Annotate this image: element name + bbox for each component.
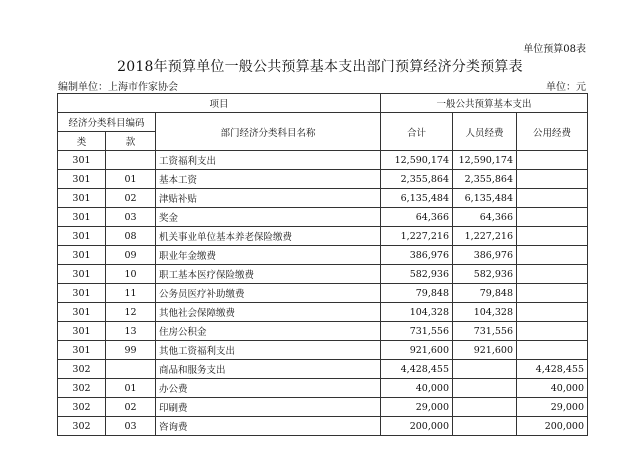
cell-public: 29,000 [517, 398, 588, 417]
cell-name: 印刷费 [156, 398, 381, 417]
cell-personnel: 79,848 [453, 284, 517, 303]
table-row [58, 379, 588, 398]
cell-name: 办公费 [156, 379, 381, 398]
cell-public [517, 151, 588, 170]
cell-class: 301 [58, 246, 106, 265]
cell-name: 基本工资 [156, 170, 381, 189]
cell-section: 99 [106, 341, 156, 360]
cell-personnel [453, 398, 517, 417]
header-general-budget: 一般公共预算基本支出 [381, 94, 588, 113]
cell-total: 6,135,484 [381, 189, 453, 208]
cell-section: 09 [106, 246, 156, 265]
cell-name: 机关事业单位基本养老保险缴费 [156, 227, 381, 246]
cell-class: 301 [58, 265, 106, 284]
cell-public [517, 341, 588, 360]
header-section: 款 [106, 132, 156, 151]
cell-personnel: 64,366 [453, 208, 517, 227]
cell-personnel [453, 379, 517, 398]
cell-name: 其他社会保障缴费 [156, 303, 381, 322]
cell-class: 302 [58, 398, 106, 417]
cell-public [517, 170, 588, 189]
cell-public [517, 246, 588, 265]
form-number: 单位预算08表 [523, 44, 586, 55]
cell-personnel: 2,355,864 [453, 170, 517, 189]
cell-public [517, 303, 588, 322]
cell-personnel [453, 417, 517, 436]
table-row [58, 322, 588, 341]
cell-public: 200,000 [517, 417, 588, 436]
header-personnel: 人员经费 [453, 113, 517, 151]
cell-total: 582,936 [381, 265, 453, 284]
table-row [58, 341, 588, 360]
header-public: 公用经费 [517, 113, 588, 151]
cell-name: 咨询费 [156, 417, 381, 436]
header-econ-name: 部门经济分类科目名称 [156, 113, 381, 151]
cell-personnel: 386,976 [453, 246, 517, 265]
table-row [58, 398, 588, 417]
cell-section: 10 [106, 265, 156, 284]
cell-class: 301 [58, 303, 106, 322]
cell-name: 职工基本医疗保险缴费 [156, 265, 381, 284]
cell-personnel: 731,556 [453, 322, 517, 341]
cell-section: 02 [106, 398, 156, 417]
cell-class: 301 [58, 227, 106, 246]
cell-total: 731,556 [381, 322, 453, 341]
table-row [58, 170, 588, 189]
cell-personnel: 582,936 [453, 265, 517, 284]
cell-section [106, 151, 156, 170]
cell-name: 商品和服务支出 [156, 360, 381, 379]
table-row [58, 227, 588, 246]
table-row [58, 151, 588, 170]
cell-section: 02 [106, 189, 156, 208]
cell-class: 301 [58, 341, 106, 360]
table-row [58, 360, 588, 379]
cell-public [517, 208, 588, 227]
cell-class: 302 [58, 379, 106, 398]
cell-name: 工资福利支出 [156, 151, 381, 170]
header-item: 项目 [58, 94, 381, 113]
cell-total: 386,976 [381, 246, 453, 265]
cell-public [517, 265, 588, 284]
header-class: 类 [58, 132, 106, 151]
cell-class: 302 [58, 417, 106, 436]
cell-name: 职业年金缴费 [156, 246, 381, 265]
cell-class: 301 [58, 170, 106, 189]
currency-unit: 单位：元 [546, 82, 586, 93]
cell-public: 40,000 [517, 379, 588, 398]
cell-public: 4,428,455 [517, 360, 588, 379]
cell-personnel: 12,590,174 [453, 151, 517, 170]
cell-section: 03 [106, 417, 156, 436]
cell-name: 其他工资福利支出 [156, 341, 381, 360]
cell-total: 200,000 [381, 417, 453, 436]
cell-total: 40,000 [381, 379, 453, 398]
cell-total: 921,600 [381, 341, 453, 360]
cell-section: 01 [106, 170, 156, 189]
cell-name: 奖金 [156, 208, 381, 227]
cell-total: 12,590,174 [381, 151, 453, 170]
table-row [58, 265, 588, 284]
compiling-unit: 编制单位：上海市作家协会 [58, 82, 178, 93]
cell-class: 302 [58, 360, 106, 379]
cell-total: 2,355,864 [381, 170, 453, 189]
cell-class: 301 [58, 151, 106, 170]
cell-class: 301 [58, 189, 106, 208]
cell-public [517, 227, 588, 246]
cell-total: 79,848 [381, 284, 453, 303]
cell-personnel: 1,227,216 [453, 227, 517, 246]
cell-total: 29,000 [381, 398, 453, 417]
cell-total: 1,227,216 [381, 227, 453, 246]
cell-public [517, 322, 588, 341]
cell-section: 11 [106, 284, 156, 303]
cell-section: 08 [106, 227, 156, 246]
cell-total: 104,328 [381, 303, 453, 322]
table-row [58, 284, 588, 303]
cell-personnel: 104,328 [453, 303, 517, 322]
cell-total: 4,428,455 [381, 360, 453, 379]
cell-section [106, 360, 156, 379]
header-total: 合计 [381, 113, 453, 151]
table-row [58, 417, 588, 436]
cell-class: 301 [58, 284, 106, 303]
table-row [58, 189, 588, 208]
cell-personnel [453, 360, 517, 379]
cell-total: 64,366 [381, 208, 453, 227]
header-econ-code: 经济分类科目编码 [58, 113, 156, 132]
cell-name: 公务员医疗补助缴费 [156, 284, 381, 303]
cell-public [517, 189, 588, 208]
cell-personnel: 6,135,484 [453, 189, 517, 208]
cell-section: 03 [106, 208, 156, 227]
cell-section: 01 [106, 379, 156, 398]
cell-name: 住房公积金 [156, 322, 381, 341]
cell-class: 301 [58, 208, 106, 227]
cell-section: 13 [106, 322, 156, 341]
cell-section: 12 [106, 303, 156, 322]
cell-name: 津贴补贴 [156, 189, 381, 208]
table-row [58, 303, 588, 322]
cell-class: 301 [58, 322, 106, 341]
table-row [58, 246, 588, 265]
page-title: 2018年预算单位一般公共预算基本支出部门预算经济分类预算表 [117, 59, 523, 75]
cell-personnel: 921,600 [453, 341, 517, 360]
table-row [58, 208, 588, 227]
budget-table [57, 93, 588, 436]
cell-public [517, 284, 588, 303]
